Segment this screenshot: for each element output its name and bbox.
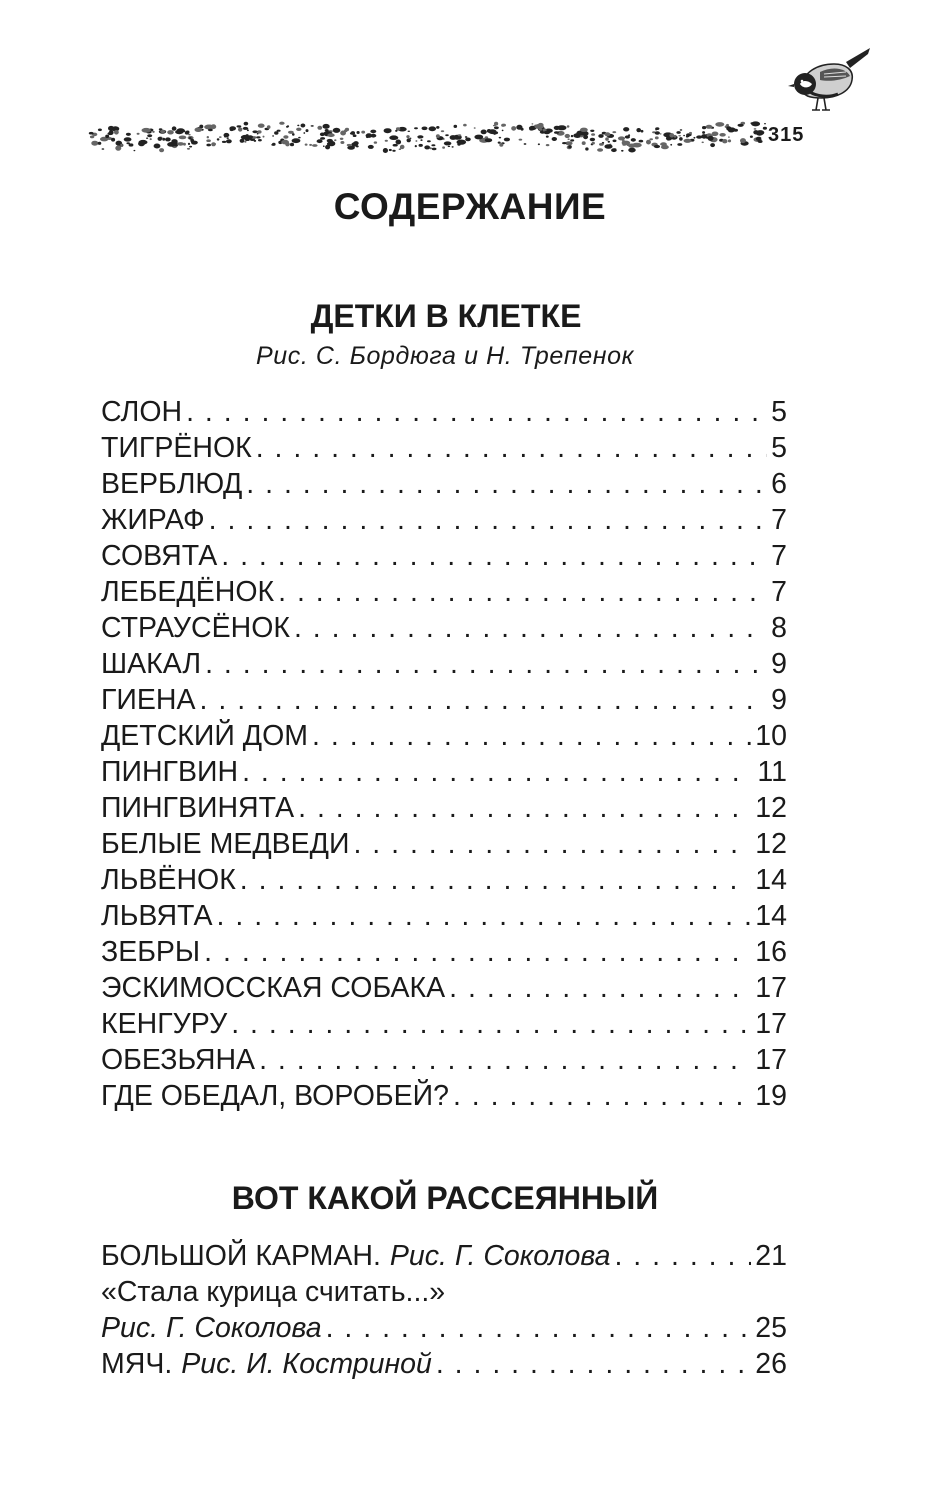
entry-title: ЛЕБЕДЁНОК — [101, 576, 275, 608]
entry-page: 12 — [755, 792, 787, 824]
leader-dots — [246, 466, 767, 502]
entry-title: «Стала курица считать...» — [101, 1276, 446, 1308]
toc-entry[interactable] — [101, 1310, 787, 1346]
toc-entry[interactable] — [101, 826, 787, 862]
leader-dots — [200, 682, 768, 718]
toc-entry[interactable] — [101, 1238, 787, 1274]
entry-title: ЛЬВЁНОК — [101, 864, 236, 896]
toc-list-section-1 — [101, 394, 787, 1114]
entry-title: ДЕТСКИЙ ДОМ — [101, 720, 309, 752]
toc-entry[interactable] — [101, 898, 787, 934]
entry-title: ВЕРБЛЮД — [101, 468, 243, 500]
leader-dots — [298, 790, 751, 826]
toc-entry[interactable] — [101, 1346, 787, 1382]
entry-page: 17 — [755, 1008, 787, 1040]
toc-entry[interactable] — [101, 1006, 787, 1042]
toc-list-section-2 — [101, 1238, 787, 1382]
entry-page: 14 — [755, 864, 787, 896]
leader-dots — [205, 646, 767, 682]
entry-page: 8 — [771, 612, 787, 644]
titmouse-bird-icon — [788, 44, 872, 118]
entry-page: 11 — [757, 756, 787, 788]
entry-page: 17 — [755, 1044, 787, 1076]
entry-page: 10 — [755, 720, 787, 752]
section-title-detki-v-kletke: ДЕТКИ В КЛЕТКЕ — [310, 298, 582, 334]
section-illustrator: Рис. С. Бордюга и Н. Трепенок — [255, 342, 635, 370]
toc-entry[interactable] — [101, 394, 787, 430]
toc-entry[interactable] — [101, 1042, 787, 1078]
entry-page: 7 — [771, 540, 787, 572]
entry-page: 9 — [771, 648, 787, 680]
page-title: СОДЕРЖАНИЕ — [333, 186, 607, 227]
toc-entry[interactable] — [101, 430, 787, 466]
leader-dots — [353, 826, 751, 862]
entry-title: СЛОН — [101, 396, 183, 428]
entry-page: 26 — [755, 1348, 787, 1380]
entry-title: ЭСКИМОССКАЯ СОБАКА — [101, 972, 446, 1004]
entry-title: ТИГРЁНОК — [101, 432, 252, 464]
toc-entry[interactable] — [101, 934, 787, 970]
entry-page: 21 — [755, 1240, 787, 1272]
leader-dots — [240, 862, 752, 898]
entry-page: 9 — [771, 684, 787, 716]
entry-title: СОВЯТА — [101, 540, 218, 572]
entry-title: ГДЕ ОБЕДАЛ, ВОРОБЕЙ? — [101, 1080, 449, 1112]
entry-page: 5 — [771, 396, 787, 428]
entry-title: ШАКАЛ — [101, 648, 202, 680]
entry-title: ПИНГВИН — [101, 756, 239, 788]
speckled-border-decoration — [88, 118, 768, 154]
entry-illustrator: Рис. Г. Соколова — [101, 1312, 322, 1344]
leader-dots — [217, 898, 752, 934]
entry-title: БЕЛЫЕ МЕДВЕДИ — [101, 828, 350, 860]
leader-dots — [278, 574, 767, 610]
entry-title: БОЛЬШОЙ КАРМАН. — [101, 1240, 381, 1272]
entry-title: ГИЕНА — [101, 684, 196, 716]
entry-page: 7 — [771, 504, 787, 536]
toc-entry[interactable] — [101, 862, 787, 898]
leader-dots — [221, 538, 767, 574]
entry-page: 12 — [755, 828, 787, 860]
toc-entry[interactable] — [101, 502, 787, 538]
leader-dots — [204, 934, 751, 970]
entry-page: 16 — [755, 936, 787, 968]
toc-entry[interactable] — [101, 970, 787, 1006]
toc-entry[interactable] — [101, 1078, 787, 1114]
toc-entry[interactable] — [101, 574, 787, 610]
entry-page: 14 — [755, 900, 787, 932]
leader-dots — [453, 1078, 751, 1114]
toc-entry[interactable] — [101, 790, 787, 826]
toc-entry[interactable] — [101, 1274, 787, 1310]
leader-dots — [259, 1042, 751, 1078]
entry-title: ЛЬВЯТА — [101, 900, 213, 932]
toc-entry[interactable] — [101, 646, 787, 682]
entry-page: 5 — [771, 432, 787, 464]
entry-title: ОБЕЗЬЯНА — [101, 1044, 256, 1076]
toc-entry[interactable] — [101, 682, 787, 718]
speckle-pattern — [88, 118, 768, 154]
entry-title: ЖИРАФ — [101, 504, 205, 536]
entry-page: 6 — [771, 468, 787, 500]
toc-entry[interactable] — [101, 538, 787, 574]
leader-dots — [186, 394, 767, 430]
toc-entry[interactable] — [101, 754, 787, 790]
leader-dots — [326, 1310, 752, 1346]
toc-entry[interactable] — [101, 718, 787, 754]
entry-title: ЗЕБРЫ — [101, 936, 201, 968]
entry-page: 25 — [755, 1312, 787, 1344]
entry-page: 7 — [771, 576, 787, 608]
entry-title: ПИНГВИНЯТА — [101, 792, 295, 824]
leader-dots — [294, 610, 767, 646]
leader-dots — [231, 1006, 751, 1042]
entry-title: СТРАУСЁНОК — [101, 612, 290, 644]
entry-title: КЕНГУРУ — [101, 1008, 228, 1040]
entry-page: 17 — [755, 972, 787, 1004]
toc-entry[interactable] — [101, 466, 787, 502]
entry-title: МЯЧ. — [101, 1348, 173, 1380]
leader-dots — [209, 502, 768, 538]
entry-page: 19 — [755, 1080, 787, 1112]
leader-dots — [312, 718, 751, 754]
toc-entry[interactable] — [101, 610, 787, 646]
leader-dots — [256, 430, 767, 466]
leader-dots — [436, 1346, 751, 1382]
entry-illustrator: Рис. Г. Соколова — [389, 1240, 611, 1272]
leader-dots — [449, 970, 751, 1006]
leader-dots — [614, 1238, 751, 1274]
leader-dots — [242, 754, 753, 790]
entry-illustrator: Рис. И. Костриной — [181, 1348, 432, 1380]
page-number: 315 — [768, 124, 805, 146]
section-title-vot-kakoy-rasseyanny: ВОТ КАКОЙ РАССЕЯННЫЙ — [231, 1180, 659, 1216]
